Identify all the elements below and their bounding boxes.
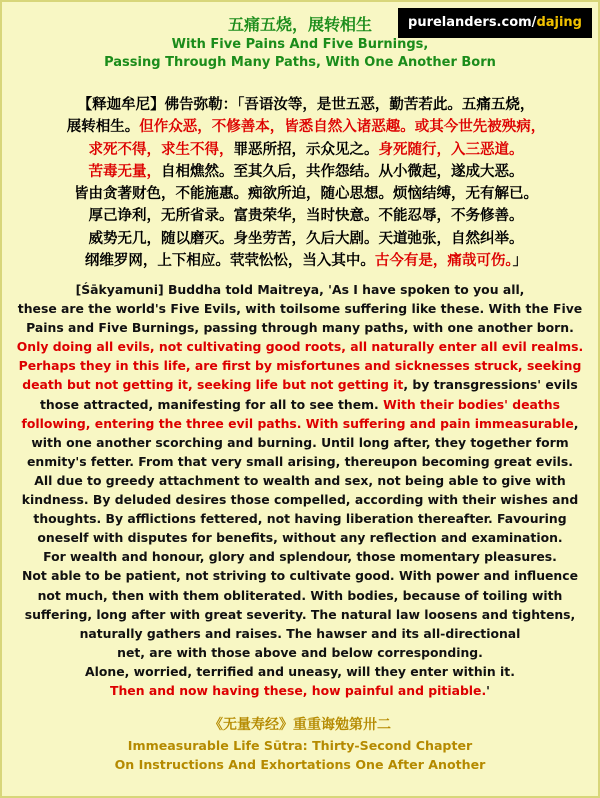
cn-text: 纲维罗网，上下相应。茕茕忪忪，当入其中。: [84, 253, 375, 270]
en-text: enmity's fetter. From that very small arising, thereupon becoming great evils.: [27, 453, 573, 469]
cn-text: 」: [512, 253, 528, 270]
en-text: thoughts. By afflictions fettered, not having liberation thereafter. Favouring: [33, 511, 567, 527]
en-highlight: With their bodies' deaths: [383, 396, 561, 412]
en-text: naturally gathers and raises. The hawser and its all-directional: [79, 625, 521, 641]
en-text: All due to greedy attachment to wealth and sex, not being able to give with: [34, 472, 566, 488]
en-text: kindness. By deluded desires those compelled, according with their wishes and: [21, 492, 579, 508]
en-text: , by transgressions' evils: [403, 377, 578, 393]
en-line: [12, 547, 588, 566]
en-line: [12, 299, 588, 318]
cn-highlight: 古今有是，痛哉可伤。: [374, 253, 513, 270]
en-text: not much, then with them obliterated. With bodies, because of toiling with: [37, 587, 563, 603]
cn-line: [30, 228, 582, 250]
cn-text: 皆由贪著财色，不能施惠。痴欲所迫，随心思想。烦恼结缚，无有解已。: [74, 186, 538, 203]
cn-text: 展转相生。: [66, 119, 140, 136]
badge-domain: purelanders.com/: [408, 15, 537, 30]
en-line: [12, 528, 588, 547]
en-line: [12, 337, 588, 356]
en-text: Pains and Five Burnings, passing through many paths, with one another born.: [26, 320, 574, 336]
source-english-line-2: On Instructions And Exhortations One After Another: [114, 757, 486, 772]
cn-highlight: 身死随行，入三恶道。: [378, 141, 524, 158]
en-highlight: Only doing all evils, not cultivating good roots, all naturally enter all evil realms.: [16, 339, 584, 355]
en-text: those attracted, manifesting for all to see them.: [39, 396, 384, 412]
en-line: [12, 605, 588, 624]
en-line: [12, 509, 588, 528]
en-line: [12, 395, 588, 414]
en-line: [12, 375, 588, 394]
en-text: [Śākyamuni] Buddha told Maitreya, 'As I have spoken to you all,: [75, 282, 525, 297]
chinese-passage: [30, 94, 582, 272]
cn-text: 威势无几，随以磨灭。身坐劳苦，久后大剧。天道弛张，自然纠举。: [88, 230, 524, 247]
en-text: ,: [573, 415, 579, 431]
en-line: [12, 681, 588, 700]
en-text: suffering, long after with great severity. The natural law loosens and tightens,: [24, 606, 576, 622]
en-line: [12, 452, 588, 471]
en-line: [12, 566, 588, 585]
en-text: net, are with those above and below corresponding.: [117, 644, 483, 660]
en-highlight: following, entering the three evil paths. With suffering and pain immeasurable: [21, 415, 574, 431]
en-highlight: Perhaps they in this life, are first by misfortunes and sicknesses struck, seeking: [18, 358, 582, 374]
cn-text: 罪恶所招，示众见之。: [233, 141, 379, 158]
en-line: [12, 471, 588, 490]
cn-highlight: 但作众恶，不修善本，皆悉自然入诸恶趣。或其今世先被殃病，: [139, 119, 546, 136]
en-text: Not able to be patient, not striving to cultivate good. With power and influence: [21, 568, 578, 584]
en-highlight: Then and now having these, how painful and pitiable.: [110, 682, 487, 698]
en-text: these are the world's Five Evils, with toilsome suffering like these. With the Five: [17, 301, 583, 317]
cn-highlight: 苦毒无量，: [88, 163, 161, 180]
en-line: [12, 433, 588, 452]
en-text: with one another scorching and burning. Until long after, they together form: [31, 434, 569, 450]
badge-path: dajing: [536, 15, 582, 30]
en-text: ': [486, 682, 490, 698]
cn-highlight: 求死不得，求生不得，: [88, 141, 234, 158]
title-chinese: 五痛五烧，展转相生: [227, 15, 372, 34]
cn-text: 厚己诤利，无所省录。富贵荣华，当时快意。不能忍辱，不务修善。: [88, 208, 524, 225]
source-english-line-1: Immeasurable Life Sūtra: Thirty-Second Chapter: [127, 738, 473, 753]
title-english-line-2: Passing Through Many Paths, With One Another Born: [104, 55, 496, 70]
cn-line: [30, 139, 582, 161]
en-line: [12, 318, 588, 337]
cn-line: [30, 250, 582, 272]
source-footer: [2, 714, 598, 774]
en-line: [12, 490, 588, 509]
english-passage: [12, 280, 588, 700]
en-line: [12, 414, 588, 433]
en-line: [12, 624, 588, 643]
en-line: [12, 662, 588, 681]
cn-line: [30, 94, 582, 116]
page-header: [2, 14, 598, 72]
title-english-line-1: With Five Pains And Five Burnings,: [171, 37, 429, 52]
cn-line: [30, 161, 582, 183]
en-text: Alone, worried, terrified and uneasy, will they enter within it.: [85, 663, 515, 679]
en-line: [12, 643, 588, 662]
en-highlight: death but not getting it, seeking life but not getting it: [22, 377, 404, 393]
en-text: For wealth and honour, glory and splendour, those momentary pleasures.: [43, 549, 557, 565]
cn-text: 自相燋然。至其久后，共作怨结。从小微起，遂成大恶。: [161, 163, 524, 180]
en-line: [12, 280, 588, 299]
cn-text: 【释迦牟尼】佛告弥勒：「吾语汝等，是世五恶，勤苦若此。五痛五烧，: [77, 97, 535, 113]
en-text: oneself with disputes for benefits, without any reflection and examination.: [37, 530, 563, 546]
cn-line: [30, 205, 582, 227]
en-line: [12, 586, 588, 605]
source-chinese: 《无量寿经》重重诲勉第卅二: [209, 717, 391, 733]
en-line: [12, 356, 588, 375]
cn-line: [30, 183, 582, 205]
cn-line: [30, 116, 582, 138]
